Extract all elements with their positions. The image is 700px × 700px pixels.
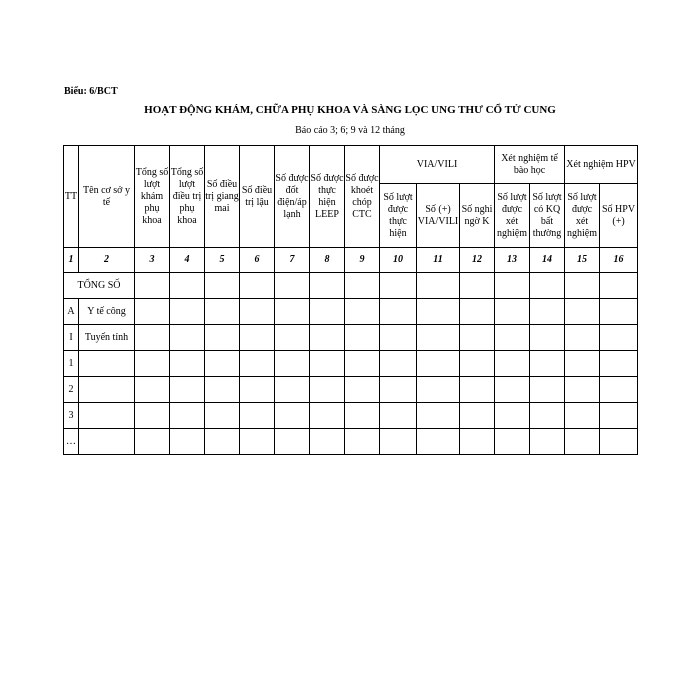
column-number: 13 [495, 248, 530, 273]
data-cell[interactable] [530, 273, 565, 299]
column-number-row [64, 248, 638, 273]
table-row [64, 377, 638, 403]
data-cell[interactable] [417, 273, 460, 299]
data-cell[interactable] [345, 299, 380, 325]
row-facility-name [79, 403, 135, 429]
column-number: 2 [79, 248, 135, 273]
data-cell[interactable] [240, 403, 275, 429]
data-cell[interactable] [170, 299, 205, 325]
data-cell[interactable] [417, 429, 460, 455]
data-cell[interactable] [495, 377, 530, 403]
data-cell[interactable] [600, 377, 638, 403]
data-cell[interactable] [380, 377, 417, 403]
column-number: 4 [170, 248, 205, 273]
header-group-cytology: Xét nghiệm tế bào học [495, 146, 565, 184]
column-number: 3 [135, 248, 170, 273]
column-number: 15 [565, 248, 600, 273]
data-cell[interactable] [135, 273, 170, 299]
data-cell[interactable] [565, 351, 600, 377]
row-total-label: TỔNG SỐ [64, 273, 135, 299]
column-number: 9 [345, 248, 380, 273]
data-cell[interactable] [600, 351, 638, 377]
data-cell[interactable] [240, 273, 275, 299]
data-cell[interactable] [135, 325, 170, 351]
header-tt: TT [64, 146, 79, 248]
data-cell[interactable] [310, 273, 345, 299]
data-cell[interactable] [460, 299, 495, 325]
data-cell[interactable] [565, 429, 600, 455]
data-cell[interactable] [275, 325, 310, 351]
data-cell[interactable] [565, 299, 600, 325]
table-row [64, 351, 638, 377]
column-number: 5 [205, 248, 240, 273]
data-cell[interactable] [345, 351, 380, 377]
data-cell[interactable] [135, 429, 170, 455]
header-via-suspect: Số nghi ngờ K [460, 184, 495, 248]
data-cell[interactable] [460, 429, 495, 455]
data-cell[interactable] [170, 377, 205, 403]
data-cell[interactable] [600, 273, 638, 299]
row-index: 1 [64, 351, 79, 377]
table-row [64, 299, 638, 325]
data-cell[interactable] [380, 403, 417, 429]
data-cell[interactable] [417, 325, 460, 351]
data-cell[interactable] [345, 325, 380, 351]
data-cell[interactable] [600, 403, 638, 429]
data-cell[interactable] [380, 325, 417, 351]
row-facility-name: Tuyến tỉnh [79, 325, 135, 351]
report-subtitle: Báo cáo 3; 6; 9 và 12 tháng [295, 125, 405, 136]
row-index: A [64, 299, 79, 325]
data-cell[interactable] [380, 429, 417, 455]
data-cell[interactable] [275, 351, 310, 377]
row-index: I [64, 325, 79, 351]
column-number: 11 [417, 248, 460, 273]
data-cell[interactable] [170, 351, 205, 377]
data-cell[interactable] [530, 377, 565, 403]
data-cell[interactable] [460, 377, 495, 403]
report-table [63, 145, 638, 455]
data-cell[interactable] [240, 325, 275, 351]
data-cell[interactable] [310, 299, 345, 325]
header-hpv-positive: Số HPV (+) [600, 184, 638, 248]
table-row [64, 403, 638, 429]
data-cell[interactable] [205, 299, 240, 325]
data-cell[interactable] [345, 273, 380, 299]
data-cell[interactable] [310, 325, 345, 351]
data-cell[interactable] [600, 429, 638, 455]
report-title: HOẠT ĐỘNG KHÁM, CHỮA PHỤ KHOA VÀ SÀNG LỌC UNG THƯ CỔ TỬ CUNG [144, 104, 556, 116]
column-number: 1 [64, 248, 79, 273]
data-cell[interactable] [345, 403, 380, 429]
data-cell[interactable] [240, 377, 275, 403]
header-treatment-visits: Tổng số lượt điều trị phụ khoa [170, 146, 205, 248]
data-cell[interactable] [240, 429, 275, 455]
table-row [64, 429, 638, 455]
column-number: 12 [460, 248, 495, 273]
header-facility: Tên cơ sở y tế [79, 146, 135, 248]
data-cell[interactable] [310, 377, 345, 403]
data-cell[interactable] [310, 403, 345, 429]
header-exam-visits: Tổng số lượt khám phụ khoa [135, 146, 170, 248]
header-cone: Số được khoét chóp CTC [345, 146, 380, 248]
data-cell[interactable] [460, 351, 495, 377]
data-cell[interactable] [495, 325, 530, 351]
header-syphilis-treatment: Số điều trị giang mai [205, 146, 240, 248]
data-cell[interactable] [170, 273, 205, 299]
data-cell[interactable] [345, 377, 380, 403]
form-code: Biểu: 6/BCT [64, 86, 118, 97]
data-cell[interactable] [275, 299, 310, 325]
data-cell[interactable] [275, 273, 310, 299]
data-cell[interactable] [275, 377, 310, 403]
data-cell[interactable] [135, 403, 170, 429]
data-cell[interactable] [205, 351, 240, 377]
data-cell[interactable] [240, 351, 275, 377]
data-cell[interactable] [135, 351, 170, 377]
data-cell[interactable] [495, 403, 530, 429]
data-cell[interactable] [530, 325, 565, 351]
data-cell[interactable] [205, 273, 240, 299]
row-facility-name [79, 377, 135, 403]
column-number: 7 [275, 248, 310, 273]
data-cell[interactable] [565, 325, 600, 351]
row-facility-name: Y tế công [79, 299, 135, 325]
data-cell[interactable] [417, 299, 460, 325]
data-cell[interactable] [495, 429, 530, 455]
data-cell[interactable] [170, 429, 205, 455]
data-cell[interactable] [565, 403, 600, 429]
data-cell[interactable] [205, 377, 240, 403]
column-number: 14 [530, 248, 565, 273]
data-cell[interactable] [380, 351, 417, 377]
column-number: 8 [310, 248, 345, 273]
header-via-positive: Số (+) VIA/VILI [417, 184, 460, 248]
data-cell[interactable] [310, 351, 345, 377]
data-cell[interactable] [135, 299, 170, 325]
header-hpv-tested: Số lượt được xét nghiệm [565, 184, 600, 248]
data-cell[interactable] [600, 325, 638, 351]
row-facility-name [79, 429, 135, 455]
header-group-hpv: Xét nghiệm HPV [565, 146, 638, 184]
column-number: 16 [600, 248, 638, 273]
header-via-done: Số lượt được thực hiện [380, 184, 417, 248]
data-cell[interactable] [135, 377, 170, 403]
column-number: 6 [240, 248, 275, 273]
header-cytology-tested: Số lượt được xét nghiệm [495, 184, 530, 248]
column-number: 10 [380, 248, 417, 273]
table-row [64, 273, 638, 299]
data-cell[interactable] [205, 325, 240, 351]
header-cautery: Số được đốt điện/áp lạnh [275, 146, 310, 248]
data-cell[interactable] [275, 403, 310, 429]
data-cell[interactable] [495, 273, 530, 299]
data-cell[interactable] [310, 429, 345, 455]
data-cell[interactable] [460, 403, 495, 429]
data-cell[interactable] [380, 273, 417, 299]
data-cell[interactable] [495, 351, 530, 377]
row-facility-name [79, 351, 135, 377]
data-cell[interactable] [170, 325, 205, 351]
data-cell[interactable] [170, 403, 205, 429]
header-group-via: VIA/VILI [380, 146, 495, 184]
data-cell[interactable] [600, 299, 638, 325]
data-cell[interactable] [417, 351, 460, 377]
data-cell[interactable] [460, 273, 495, 299]
row-index: 3 [64, 403, 79, 429]
header-cytology-abnormal: Số lượt có KQ bất thường [530, 184, 565, 248]
header-leep: Số được thực hiện LEEP [310, 146, 345, 248]
data-cell[interactable] [530, 403, 565, 429]
header-gonorrhea-treatment: Số điều trị lậu [240, 146, 275, 248]
data-cell[interactable] [565, 377, 600, 403]
row-index: 2 [64, 377, 79, 403]
data-cell[interactable] [345, 429, 380, 455]
report-body [64, 248, 638, 455]
row-index: … [64, 429, 79, 455]
data-cell[interactable] [495, 299, 530, 325]
data-cell[interactable] [460, 325, 495, 351]
data-cell[interactable] [565, 273, 600, 299]
data-cell[interactable] [275, 429, 310, 455]
data-cell[interactable] [380, 299, 417, 325]
data-cell[interactable] [530, 351, 565, 377]
data-cell[interactable] [417, 377, 460, 403]
data-cell[interactable] [205, 403, 240, 429]
table-row [64, 325, 638, 351]
data-cell[interactable] [530, 429, 565, 455]
data-cell[interactable] [240, 299, 275, 325]
data-cell[interactable] [417, 403, 460, 429]
data-cell[interactable] [205, 429, 240, 455]
data-cell[interactable] [530, 299, 565, 325]
